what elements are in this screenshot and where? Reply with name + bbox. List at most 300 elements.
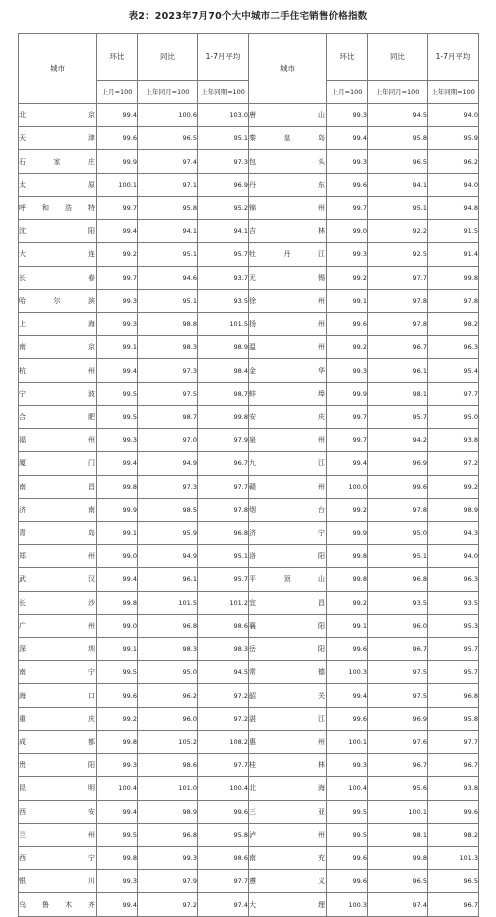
city-name: 岳阳 <box>249 638 327 661</box>
ytd-value: 98.6 <box>198 847 249 870</box>
ytd-value: 99.6 <box>198 800 249 823</box>
ytd-value: 97.7 <box>198 870 249 893</box>
city-name: 兰州 <box>19 823 97 846</box>
mom-value: 99.3 <box>327 359 368 382</box>
ytd-value: 95.8 <box>198 823 249 846</box>
yoy-value: 96.5 <box>368 150 428 173</box>
table-row <box>19 312 479 335</box>
yoy-value: 92.2 <box>368 220 428 243</box>
yoy-value: 95.1 <box>368 196 428 219</box>
mom-value: 99.3 <box>327 104 368 127</box>
yoy-value: 96.5 <box>368 870 428 893</box>
city-name: 福州 <box>19 429 97 452</box>
mom-value: 99.4 <box>97 359 138 382</box>
table-row <box>19 521 479 544</box>
table-row <box>19 591 479 614</box>
mom-value: 99.0 <box>97 614 138 637</box>
ytd-value: 97.2 <box>198 684 249 707</box>
mom-value: 99.2 <box>327 591 368 614</box>
yoy-value: 101.5 <box>138 591 198 614</box>
city-name: 洛阳 <box>249 545 327 568</box>
city-name: 长沙 <box>19 591 97 614</box>
city-name: 济南 <box>19 498 97 521</box>
mom-value: 100.4 <box>97 777 138 800</box>
mom-value: 99.1 <box>97 521 138 544</box>
mom-value: 99.6 <box>327 312 368 335</box>
city-name: 泸州 <box>249 823 327 846</box>
city-name: 海口 <box>19 684 97 707</box>
city-name: 唐山 <box>249 104 327 127</box>
table-row <box>19 104 479 127</box>
table-row <box>19 336 479 359</box>
mom-value: 99.4 <box>97 452 138 475</box>
ytd-value: 98.9 <box>198 336 249 359</box>
mom-value: 99.4 <box>97 893 138 916</box>
mom-value: 99.5 <box>97 823 138 846</box>
yoy-value: 95.1 <box>138 243 198 266</box>
yoy-value: 100.6 <box>138 104 198 127</box>
city-name: 秦皇岛 <box>249 127 327 150</box>
yoy-value: 95.1 <box>368 545 428 568</box>
mom-value: 99.0 <box>327 220 368 243</box>
table-row <box>19 568 479 591</box>
mom-value: 99.4 <box>97 800 138 823</box>
mom-value: 99.1 <box>327 614 368 637</box>
ytd-value: 95.2 <box>198 196 249 219</box>
mom-value: 99.8 <box>97 730 138 753</box>
ytd-value: 95.1 <box>198 127 249 150</box>
ytd-value: 95.8 <box>428 707 479 730</box>
city-name: 襄阳 <box>249 614 327 637</box>
yoy-value: 96.9 <box>368 452 428 475</box>
yoy-value: 96.1 <box>138 568 198 591</box>
ytd-value: 96.9 <box>198 173 249 196</box>
mom-value: 99.4 <box>327 127 368 150</box>
yoy-value: 99.6 <box>368 475 428 498</box>
table-row <box>19 220 479 243</box>
city-name: 武汉 <box>19 568 97 591</box>
ytd-value: 95.0 <box>428 405 479 428</box>
yoy-value: 94.1 <box>368 173 428 196</box>
city-name: 北京 <box>19 104 97 127</box>
mom-header: 环比 <box>327 34 368 81</box>
mom-value: 99.5 <box>327 823 368 846</box>
yoy-value: 97.5 <box>138 382 198 405</box>
table-title: 表2：2023年7月70个大中城市二手住宅销售价格指数 <box>128 11 368 22</box>
city-name: 厦门 <box>19 452 97 475</box>
mom-value: 99.1 <box>97 638 138 661</box>
mom-value: 99.7 <box>327 429 368 452</box>
yoy-value: 98.5 <box>138 498 198 521</box>
city-name: 宜昌 <box>249 591 327 614</box>
mom-value: 99.4 <box>327 684 368 707</box>
city-name: 济宁 <box>249 521 327 544</box>
city-name: 常德 <box>249 661 327 684</box>
ytd-base: 上年同期=100 <box>198 81 249 104</box>
city-name: 温州 <box>249 336 327 359</box>
table-row <box>19 359 479 382</box>
city-name: 吉林 <box>249 220 327 243</box>
ytd-value: 97.8 <box>198 498 249 521</box>
city-header: 城市 <box>19 34 97 104</box>
city-name: 杭州 <box>19 359 97 382</box>
city-name: 锦州 <box>249 196 327 219</box>
city-name: 桂林 <box>249 754 327 777</box>
yoy-value: 97.7 <box>368 266 428 289</box>
city-name: 南昌 <box>19 475 97 498</box>
mom-value: 99.6 <box>327 638 368 661</box>
city-name: 惠州 <box>249 730 327 753</box>
mom-value: 99.9 <box>97 498 138 521</box>
city-name: 牡丹江 <box>249 243 327 266</box>
yoy-value: 96.8 <box>138 823 198 846</box>
city-name: 丹东 <box>249 173 327 196</box>
city-name: 深圳 <box>19 638 97 661</box>
yoy-value: 96.0 <box>368 614 428 637</box>
yoy-value: 98.1 <box>368 823 428 846</box>
city-name: 扬州 <box>249 312 327 335</box>
table-row <box>19 289 479 312</box>
mom-value: 99.2 <box>327 266 368 289</box>
ytd-value: 93.5 <box>428 591 479 614</box>
city-name: 包头 <box>249 150 327 173</box>
city-name: 银川 <box>19 870 97 893</box>
ytd-value: 97.7 <box>198 754 249 777</box>
mom-value: 99.8 <box>97 847 138 870</box>
mom-value: 99.6 <box>327 870 368 893</box>
yoy-value: 96.7 <box>368 336 428 359</box>
ytd-value: 94.5 <box>198 661 249 684</box>
city-name: 平顶山 <box>249 568 327 591</box>
city-name: 宁波 <box>19 382 97 405</box>
mom-value: 99.8 <box>327 568 368 591</box>
mom-value: 99.1 <box>97 336 138 359</box>
yoy-value: 98.9 <box>138 800 198 823</box>
table-row <box>19 614 479 637</box>
ytd-header: 1-7月平均 <box>428 34 479 81</box>
table-row <box>19 870 479 893</box>
city-name: 重庆 <box>19 707 97 730</box>
yoy-value: 97.1 <box>138 173 198 196</box>
ytd-value: 91.4 <box>428 243 479 266</box>
mom-value: 100.4 <box>327 777 368 800</box>
ytd-value: 95.9 <box>428 127 479 150</box>
city-name: 哈尔滨 <box>19 289 97 312</box>
mom-value: 99.7 <box>327 405 368 428</box>
mom-value: 99.4 <box>97 104 138 127</box>
ytd-value: 98.4 <box>198 359 249 382</box>
yoy-value: 96.7 <box>368 754 428 777</box>
ytd-value: 93.5 <box>198 289 249 312</box>
price-index-table <box>18 33 479 917</box>
table-row <box>19 730 479 753</box>
mom-value: 99.8 <box>97 475 138 498</box>
mom-value: 99.9 <box>327 382 368 405</box>
ytd-value: 101.5 <box>198 312 249 335</box>
mom-value: 99.9 <box>327 521 368 544</box>
city-name: 昆明 <box>19 777 97 800</box>
table-row <box>19 661 479 684</box>
ytd-value: 95.7 <box>198 568 249 591</box>
mom-value: 99.5 <box>97 661 138 684</box>
ytd-value: 97.8 <box>428 289 479 312</box>
mom-value: 99.2 <box>327 336 368 359</box>
mom-value: 99.6 <box>327 173 368 196</box>
yoy-value: 97.9 <box>138 870 198 893</box>
yoy-value: 94.6 <box>138 266 198 289</box>
mom-value: 99.4 <box>327 452 368 475</box>
ytd-value: 108.2 <box>198 730 249 753</box>
mom-value: 99.7 <box>97 196 138 219</box>
yoy-value: 98.3 <box>138 638 198 661</box>
ytd-value: 96.5 <box>428 870 479 893</box>
city-name: 西安 <box>19 800 97 823</box>
mom-value: 99.4 <box>97 568 138 591</box>
yoy-value: 96.8 <box>368 568 428 591</box>
yoy-value: 97.5 <box>368 661 428 684</box>
ytd-value: 98.3 <box>198 638 249 661</box>
ytd-value: 94.8 <box>428 196 479 219</box>
ytd-value: 99.2 <box>428 475 479 498</box>
city-name: 烟台 <box>249 498 327 521</box>
yoy-value: 97.4 <box>368 893 428 916</box>
city-name: 南宁 <box>19 661 97 684</box>
table-row <box>19 196 479 219</box>
table-row <box>19 823 479 846</box>
yoy-value: 100.1 <box>368 800 428 823</box>
ytd-value: 95.4 <box>428 359 479 382</box>
yoy-value: 97.6 <box>368 730 428 753</box>
city-name: 呼和浩特 <box>19 196 97 219</box>
yoy-value: 96.8 <box>138 614 198 637</box>
ytd-value: 97.4 <box>198 893 249 916</box>
yoy-value: 97.0 <box>138 429 198 452</box>
yoy-value: 96.7 <box>368 638 428 661</box>
ytd-value: 96.8 <box>198 521 249 544</box>
city-name: 合肥 <box>19 405 97 428</box>
city-name: 天津 <box>19 127 97 150</box>
table-row <box>19 777 479 800</box>
city-name: 石家庄 <box>19 150 97 173</box>
city-name: 乌鲁木齐 <box>19 893 97 916</box>
ytd-value: 94.0 <box>428 104 479 127</box>
ytd-base: 上年同期=100 <box>428 81 479 104</box>
city-name: 郑州 <box>19 545 97 568</box>
city-name: 大连 <box>19 243 97 266</box>
city-name: 三亚 <box>249 800 327 823</box>
ytd-value: 96.3 <box>428 568 479 591</box>
mom-value: 100.1 <box>97 173 138 196</box>
table-row <box>19 893 479 916</box>
yoy-header: 同比 <box>368 34 428 81</box>
mom-base: 上月=100 <box>327 81 368 104</box>
ytd-value: 101.2 <box>198 591 249 614</box>
ytd-value: 96.7 <box>428 754 479 777</box>
mom-header: 环比 <box>97 34 138 81</box>
table-row <box>19 545 479 568</box>
yoy-value: 95.7 <box>368 405 428 428</box>
yoy-value: 97.4 <box>138 150 198 173</box>
ytd-value: 99.8 <box>428 266 479 289</box>
city-name: 蚌埠 <box>249 382 327 405</box>
yoy-value: 97.8 <box>368 289 428 312</box>
ytd-value: 101.3 <box>428 847 479 870</box>
ytd-value: 97.2 <box>198 707 249 730</box>
table-row <box>19 150 479 173</box>
yoy-value: 97.8 <box>368 312 428 335</box>
yoy-value: 98.3 <box>138 336 198 359</box>
yoy-value: 95.6 <box>368 777 428 800</box>
city-name: 沈阳 <box>19 220 97 243</box>
city-name: 广州 <box>19 614 97 637</box>
ytd-value: 94.0 <box>428 545 479 568</box>
ytd-header: 1-7月平均 <box>198 34 249 81</box>
ytd-value: 98.2 <box>428 312 479 335</box>
yoy-value: 94.9 <box>138 545 198 568</box>
table-row <box>19 498 479 521</box>
yoy-value: 95.0 <box>368 521 428 544</box>
yoy-value: 98.8 <box>138 312 198 335</box>
yoy-value: 97.3 <box>138 359 198 382</box>
city-name: 北海 <box>249 777 327 800</box>
mom-value: 99.5 <box>327 800 368 823</box>
yoy-value: 105.2 <box>138 730 198 753</box>
ytd-value: 94.3 <box>428 521 479 544</box>
table-row <box>19 800 479 823</box>
mom-value: 99.3 <box>97 312 138 335</box>
mom-value: 100.0 <box>327 475 368 498</box>
yoy-base: 上年同月=100 <box>368 81 428 104</box>
mom-value: 99.3 <box>97 289 138 312</box>
yoy-value: 96.9 <box>368 707 428 730</box>
city-name: 青岛 <box>19 521 97 544</box>
ytd-value: 96.7 <box>428 893 479 916</box>
ytd-value: 95.1 <box>198 545 249 568</box>
yoy-value: 96.5 <box>138 127 198 150</box>
ytd-value: 100.4 <box>198 777 249 800</box>
yoy-value: 95.9 <box>138 521 198 544</box>
table-row <box>19 638 479 661</box>
ytd-value: 96.8 <box>428 684 479 707</box>
city-name: 安庆 <box>249 405 327 428</box>
city-name: 大理 <box>249 893 327 916</box>
mom-value: 99.3 <box>97 754 138 777</box>
city-name: 徐州 <box>249 289 327 312</box>
mom-value: 99.5 <box>97 405 138 428</box>
yoy-value: 101.0 <box>138 777 198 800</box>
ytd-value: 93.7 <box>198 266 249 289</box>
ytd-value: 97.9 <box>198 429 249 452</box>
city-name: 泉州 <box>249 429 327 452</box>
city-name: 遵义 <box>249 870 327 893</box>
ytd-value: 94.1 <box>198 220 249 243</box>
city-name: 南京 <box>19 336 97 359</box>
ytd-value: 94.0 <box>428 173 479 196</box>
city-name: 太原 <box>19 173 97 196</box>
ytd-value: 98.2 <box>428 823 479 846</box>
table-row <box>19 266 479 289</box>
city-name: 上海 <box>19 312 97 335</box>
ytd-value: 98.6 <box>198 614 249 637</box>
table-row <box>19 243 479 266</box>
mom-value: 99.0 <box>97 545 138 568</box>
mom-value: 100.3 <box>327 661 368 684</box>
yoy-value: 99.3 <box>138 847 198 870</box>
yoy-value: 98.6 <box>138 754 198 777</box>
ytd-value: 99.6 <box>428 800 479 823</box>
ytd-value: 96.3 <box>428 336 479 359</box>
mom-value: 99.2 <box>97 707 138 730</box>
table-row <box>19 127 479 150</box>
ytd-value: 103.0 <box>198 104 249 127</box>
yoy-header: 同比 <box>138 34 198 81</box>
table-row <box>19 405 479 428</box>
yoy-value: 94.5 <box>368 104 428 127</box>
mom-value: 99.3 <box>327 150 368 173</box>
mom-value: 99.6 <box>97 127 138 150</box>
ytd-value: 97.2 <box>428 452 479 475</box>
mom-value: 99.3 <box>327 243 368 266</box>
yoy-value: 97.2 <box>138 893 198 916</box>
yoy-value: 94.2 <box>368 429 428 452</box>
mom-value: 99.6 <box>327 847 368 870</box>
ytd-value: 98.9 <box>428 498 479 521</box>
mom-value: 99.3 <box>97 870 138 893</box>
table-row <box>19 452 479 475</box>
ytd-value: 95.7 <box>198 243 249 266</box>
mom-value: 99.4 <box>97 220 138 243</box>
city-name: 金华 <box>249 359 327 382</box>
city-name: 韶关 <box>249 684 327 707</box>
table-row <box>19 684 479 707</box>
yoy-value: 96.1 <box>368 359 428 382</box>
city-name: 九江 <box>249 452 327 475</box>
yoy-base: 上年同月=100 <box>138 81 198 104</box>
yoy-value: 97.8 <box>368 498 428 521</box>
table-row <box>19 382 479 405</box>
mom-value: 99.9 <box>97 150 138 173</box>
mom-value: 99.5 <box>97 382 138 405</box>
mom-base: 上月=100 <box>97 81 138 104</box>
mom-value: 99.6 <box>327 707 368 730</box>
table-row <box>19 173 479 196</box>
mom-value: 100.3 <box>327 893 368 916</box>
table-row <box>19 475 479 498</box>
yoy-value: 96.0 <box>138 707 198 730</box>
yoy-value: 95.8 <box>368 127 428 150</box>
mom-value: 99.8 <box>327 545 368 568</box>
ytd-value: 98.7 <box>198 382 249 405</box>
mom-value: 99.7 <box>327 196 368 219</box>
ytd-value: 97.7 <box>198 475 249 498</box>
ytd-value: 91.5 <box>428 220 479 243</box>
city-header: 城市 <box>249 34 327 104</box>
mom-value: 100.1 <box>327 730 368 753</box>
ytd-value: 96.2 <box>428 150 479 173</box>
ytd-value: 97.3 <box>198 150 249 173</box>
mom-value: 99.1 <box>327 289 368 312</box>
city-name: 无锡 <box>249 266 327 289</box>
table-body <box>19 104 479 917</box>
yoy-value: 98.7 <box>138 405 198 428</box>
mom-value: 99.2 <box>327 498 368 521</box>
city-name: 贵阳 <box>19 754 97 777</box>
city-name: 赣州 <box>249 475 327 498</box>
yoy-value: 97.3 <box>138 475 198 498</box>
yoy-value: 98.1 <box>368 382 428 405</box>
mom-value: 99.3 <box>327 754 368 777</box>
ytd-value: 96.7 <box>198 452 249 475</box>
